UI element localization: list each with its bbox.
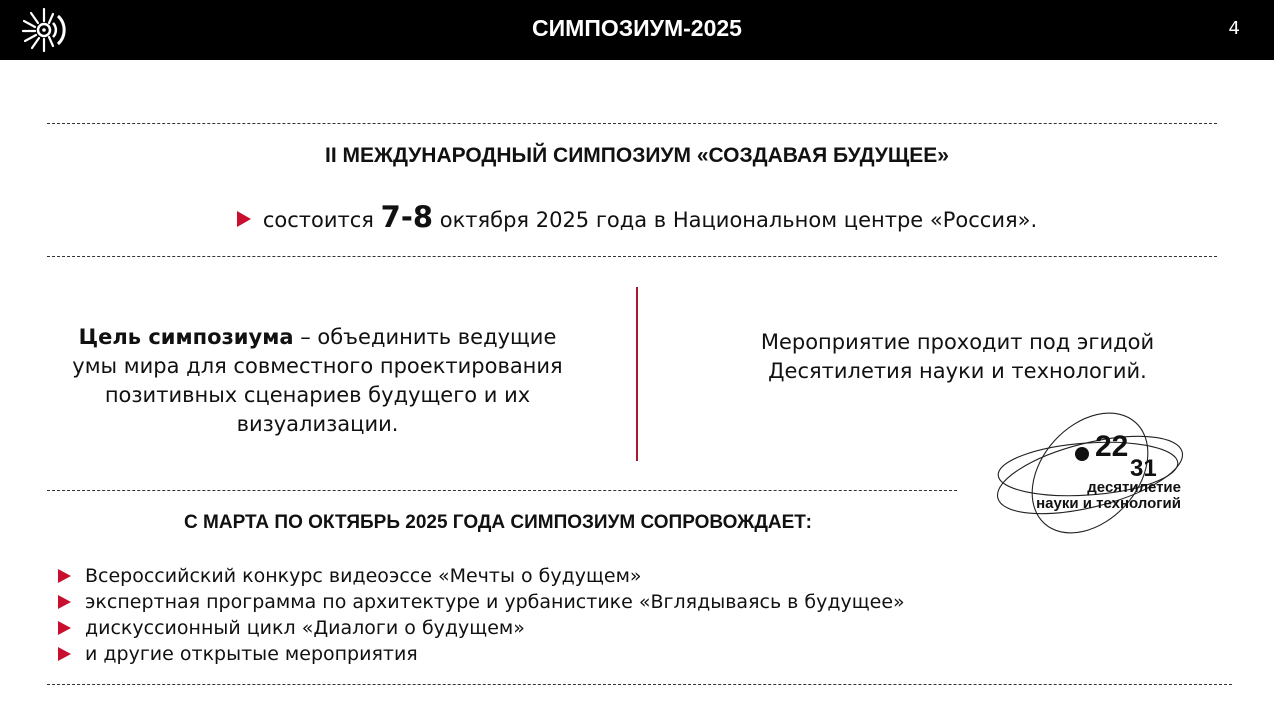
list-item [58, 641, 905, 667]
accompany-list [58, 563, 905, 667]
event-suffix: октября 2025 года в Национальном центре «Россия». [439, 208, 1038, 232]
logo-line1: десятилетие [1087, 479, 1181, 496]
goal-text: – объединить ведущие умы мира для совместного проектирования позитивных сценариев будущего и их визуализации. [72, 325, 563, 436]
symposium-subtitle: II МЕЖДУНАРОДНЫЙ СИМПОЗИУМ «СОЗДАВАЯ БУДУЩЕЕ» [325, 144, 949, 167]
event-prefix: состоится [262, 208, 374, 232]
accompany-title: С МАРТА ПО ОКТЯБРЬ 2025 ГОДА СИМПОЗИУМ СОПРОВОЖДАЕТ: [184, 512, 812, 533]
decade-of-science-logo [990, 403, 1190, 543]
event-dates: 7-8 [380, 200, 434, 234]
list-item [58, 563, 905, 589]
logo-line2: науки и технологий [1036, 495, 1181, 512]
page-number: 4 [1228, 18, 1240, 39]
list-item-text: Всероссийский конкурс видеоэссе «Мечты о будущем» [85, 565, 642, 587]
divider-bottom [47, 684, 1232, 685]
triangle-bullet-icon [237, 211, 251, 227]
header-title: СИМПОЗИУМ-2025 [532, 15, 742, 41]
goal-label: Цель симпозиума [78, 325, 294, 349]
aegis-text: Мероприятие проходит под эгидой Десятилетия науки и технологий. [760, 330, 1155, 383]
list-item-text: дискуссионный цикл «Диалоги о будущем» [85, 617, 525, 639]
divider-middle [47, 256, 1217, 257]
triangle-bullet-icon [58, 647, 71, 661]
triangle-bullet-icon [58, 621, 71, 635]
list-item-text: и другие открытые мероприятия [85, 643, 418, 665]
list-item-text: экспертная программа по архитектуре и урбанистике «Вглядываясь в будущее» [85, 591, 905, 613]
triangle-bullet-icon [58, 595, 71, 609]
list-item [58, 589, 905, 615]
header-bar [0, 0, 1274, 60]
divider-lower [47, 490, 957, 491]
event-info [0, 200, 1274, 234]
logo-year-end: 31 [1130, 455, 1157, 482]
symposium-goal [55, 323, 580, 439]
divider-top [47, 123, 1217, 124]
triangle-bullet-icon [58, 569, 71, 583]
logo-year-start: 22 [1095, 430, 1129, 463]
vertical-divider [636, 287, 638, 461]
list-item [58, 615, 905, 641]
